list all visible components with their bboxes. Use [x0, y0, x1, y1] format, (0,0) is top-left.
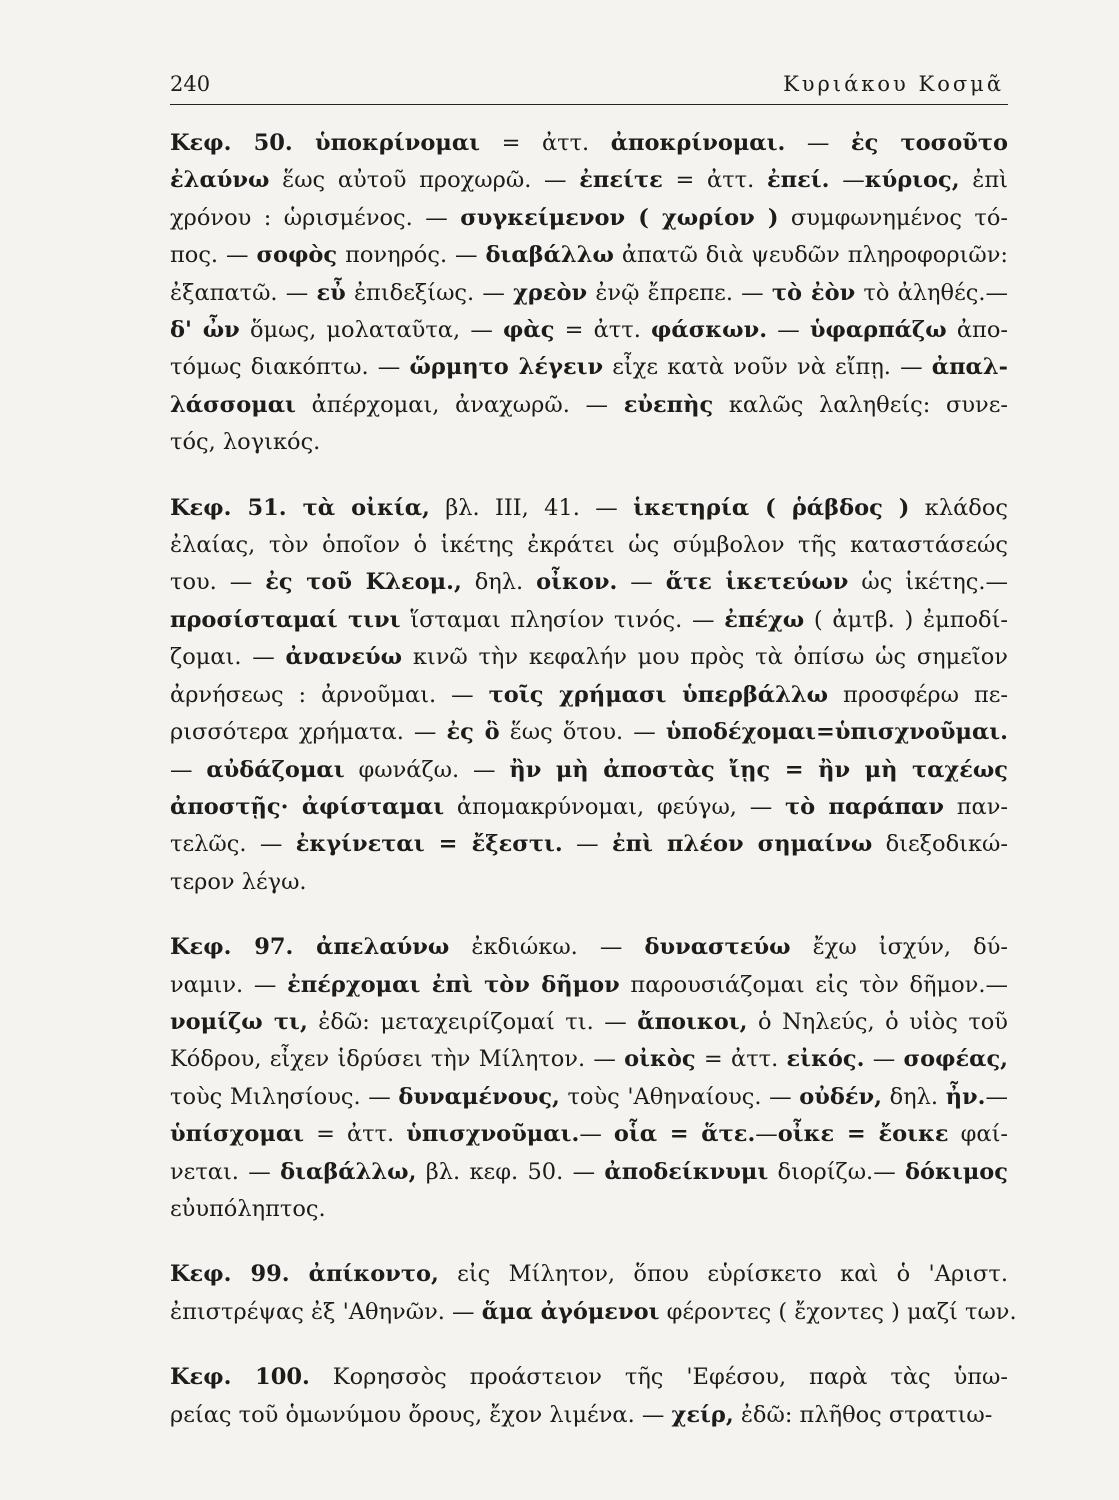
lemma-text: Κεφ. 100. — [170, 1364, 310, 1391]
gloss-text: ἕως ὅτου. — — [499, 719, 666, 746]
gloss-text: συμφωνημένος τό- — [778, 204, 1008, 231]
text-line — [170, 162, 1008, 199]
lemma-text: σοφέας, — [903, 1046, 1008, 1073]
gloss-text: τός, λογικός. — [170, 429, 321, 456]
gloss-text: παρουσιάζομαι εἰς τὸν δῆμον.— — [619, 971, 1009, 998]
gloss-text: ἔχω ἰσχύν, δύ- — [790, 934, 1008, 961]
lemma-text: συγκείμενον ( χωρίον ) — [460, 204, 779, 231]
lemma-text: εἰκός. — [786, 1046, 865, 1073]
gloss-text: ἀπέρχομαι, ἀναχωρῶ. — — [295, 391, 624, 418]
text-line — [170, 929, 1008, 966]
lemma-text: ἀποστῇς· ἀφίσταμαι — [170, 793, 445, 820]
gloss-text: του. — — [170, 569, 266, 596]
lemma-text: ἐς ὃ — [446, 719, 500, 746]
lemma-text: ἀποκρίνομαι. — [610, 130, 786, 156]
gloss-text: βλ. κεφ. 50. — — [416, 1158, 605, 1185]
gloss-text: ἐνῷ ἔπρεπε. — — [587, 279, 772, 306]
gloss-text: Κορησσὸς προάστειον τῆς 'Εφέσου, παρὰ τὰς ὑπω- — [309, 1364, 1009, 1391]
lemma-text: δυναστεύω — [644, 934, 791, 961]
lemma-text: ὑπισχνοῦμαι. — [406, 1121, 580, 1148]
gloss-text: — — [985, 1083, 1008, 1110]
gloss-text: — — [579, 1121, 614, 1148]
lemma-text: φὰς — [503, 317, 555, 344]
gloss-text: νεται. — — [170, 1158, 281, 1185]
gloss-text: χρόνου : ὡρισμένος. — — [170, 204, 461, 231]
lemma-text: φάσκων. — [651, 317, 768, 344]
text-line — [170, 1116, 1008, 1153]
gloss-text: φωνάζω. — — [344, 756, 510, 783]
gloss-text: = ἀττ. — [662, 167, 767, 194]
lemma-text: ἀπαλ- — [931, 354, 1008, 381]
gloss-text: πονηρός. — — [337, 242, 486, 269]
lemma-text: ἐπέχω — [724, 606, 805, 633]
text-line — [170, 424, 1008, 461]
gloss-text: βλ. III, 41. — — [429, 494, 634, 521]
lemma-text: νομίζω τι, — [170, 1008, 308, 1035]
paragraph-kef-99 — [170, 1256, 1017, 1331]
gloss-text: — — [617, 569, 666, 596]
gloss-text: ρισσότερα χρήματα. — — [170, 719, 447, 746]
lemma-text: κύριος, — [864, 167, 960, 194]
gloss-text: Κόδρου, εἶχεν ἱδρύσει τὴν Μίλητον. — — [170, 1046, 625, 1073]
lemma-text: ἐπεί. — [766, 167, 830, 194]
lemma-text: ἱκετηρία ( ῥάβδος ) — [633, 494, 910, 521]
gloss-text: ἐξαπατῶ. — — [170, 279, 317, 306]
lemma-text: δόκιμος — [905, 1158, 1008, 1185]
text-line — [170, 349, 1008, 386]
lemma-text: χείρ, — [671, 1401, 734, 1428]
gloss-text: ἀπατῶ διὰ ψευδῶν πληροφοριῶν: — [613, 242, 1008, 269]
lemma-text: Κεφ. 51. τὰ οἰκία, — [170, 494, 430, 521]
text-line — [170, 826, 1008, 863]
gloss-text: — — [767, 317, 810, 344]
lemma-text: προσίσταμαί τινι — [170, 606, 401, 633]
gloss-text: ἐλαίας, τὸν ὁποῖον ὁ ἱκέτης ἐκράτει ὡς σύμβολον τῆς καταστάσεώς — [170, 532, 1008, 559]
text-line — [170, 1004, 1008, 1041]
text-line — [170, 714, 1008, 751]
lemma-text: ὑποδέχομαι=ὑπισχνοῦμαι. — [665, 719, 1009, 746]
gloss-text: ἀπο- — [946, 317, 1008, 344]
gloss-text: — — [562, 831, 612, 858]
text-line — [170, 527, 1008, 564]
text-line — [170, 1191, 1008, 1228]
text-line — [170, 1359, 1008, 1396]
gloss-text: ἀρνήσεως : ἀρνοῦμαι. — — [170, 681, 489, 708]
lemma-text: δυναμένους, — [398, 1083, 560, 1110]
text-line — [170, 602, 1008, 639]
text-line — [170, 1397, 1008, 1434]
text-line — [170, 490, 1008, 527]
gloss-text: παν- — [943, 793, 1008, 820]
gloss-text: ( ἀμτβ. ) ἐμποδί- — [804, 606, 1009, 633]
text-line — [170, 752, 1008, 789]
gloss-text: κλάδος — [909, 494, 1008, 521]
lemma-text: ἐλαύνω — [170, 167, 270, 194]
gloss-text: — — [864, 1046, 904, 1073]
lemma-text: τὸ ἐὸν — [771, 279, 856, 306]
lemma-text: ἐπέρχομαι ἐπὶ τὸν δῆμον — [287, 971, 620, 998]
gloss-text: τοὺς Μιλησίους. — — [170, 1083, 399, 1110]
lemma-text: λάσσομαι — [170, 391, 296, 418]
gloss-text: ἐπὶ — [959, 167, 1008, 194]
text-line — [170, 789, 1008, 826]
gloss-text: ἕως αὐτοῦ προχωρῶ. — — [269, 167, 580, 194]
lemma-text: ὥρμητο λέγειν — [409, 354, 604, 381]
running-title: Κυριάκου Κοσμᾶ — [783, 72, 1004, 96]
gloss-text: τελῶς. — — [170, 831, 296, 858]
lemma-text: οἶκε = ἔοικε — [777, 1121, 949, 1148]
gloss-text: προσφέρω πε- — [828, 681, 1008, 708]
paragraph-kef-100 — [170, 1359, 1008, 1434]
gloss-text: ὅμως, μολαταῦτα, — — [239, 317, 504, 344]
gloss-text: διορίζω.— — [768, 1158, 906, 1185]
lemma-text: ἐπὶ πλέον σημαίνω — [611, 831, 873, 858]
lemma-text: εὐεπὴς — [623, 391, 714, 418]
text-line — [170, 1041, 1008, 1078]
lemma-text: ὑπίσχομαι — [170, 1121, 305, 1148]
lemma-text: χρεὸν — [513, 279, 588, 306]
gloss-text: = ἀττ. — [554, 317, 652, 344]
gloss-text: ρείας τοῦ ὁμωνύμου ὄρους, ἔχον λιμένα. — — [170, 1401, 672, 1428]
paragraph-kef-50 — [170, 125, 1008, 462]
gloss-text: τόμως διακόπτω. — — [170, 354, 410, 381]
text-line — [170, 639, 1008, 676]
text-line — [170, 237, 1008, 274]
gloss-text: = ἀττ. — [304, 1121, 407, 1148]
gloss-text: — — [785, 130, 851, 156]
text-line — [170, 387, 1008, 424]
lemma-text: Κεφ. 50. ὑποκρίνομαι — [170, 130, 481, 156]
text-line — [170, 967, 1008, 1004]
lemma-text: ἀνανεύω — [285, 644, 403, 671]
gloss-text: τοὺς 'Αθηναίους. — — [559, 1083, 800, 1110]
gloss-text: τὸ ἀληθές.— — [855, 279, 1008, 306]
gloss-text: δηλ. — [461, 569, 537, 596]
text-line — [170, 564, 1008, 601]
gloss-text: ἀπομακρύνομαι, φεύγω, — — [444, 793, 785, 820]
gloss-text: εἰς Μίλητον, ὅπου εὑρίσκετο καὶ ὁ 'Αριστ. — [438, 1261, 1008, 1288]
page-number: 240 — [170, 72, 211, 96]
text-line — [170, 275, 1008, 312]
gloss-text: φαί- — [948, 1121, 1008, 1148]
lemma-text: αὐδάζομαι — [206, 756, 345, 783]
lemma-text: εὖ — [316, 279, 346, 306]
gloss-text: ἐπιστρέψας ἐξ 'Αθηνῶν. — — [170, 1298, 482, 1325]
gloss-text: — — [170, 756, 207, 783]
lemma-text: σοφὸς — [256, 242, 338, 269]
page-content — [170, 125, 1017, 1462]
lemma-text: ἀποδείκνυμι — [604, 1158, 769, 1185]
gloss-text: εἶχε κατὰ νοῦν νὰ εἴπῃ. — — [603, 354, 932, 381]
lemma-text: ἄποικοι, — [637, 1008, 748, 1035]
lemma-text: ἅτε ἱκετεύων — [665, 569, 849, 596]
lemma-text: ἅμα ἀγόμενοι — [481, 1298, 660, 1325]
lemma-text: ἐπείτε — [579, 167, 663, 194]
gloss-text: πος. — — [170, 242, 257, 269]
lemma-text: ἐς τοσοῦτο — [850, 130, 1008, 156]
lemma-text: ὑφαρπάζω — [809, 317, 947, 344]
lemma-text: δ' ὦν — [170, 317, 240, 344]
gloss-text: ὁ Νηλεύς, ὁ υἱὸς τοῦ — [747, 1008, 1008, 1035]
lemma-text: Κεφ. 99. ἀπίκοντο, — [170, 1261, 439, 1288]
lemma-text: οἷα = ἅτε. — [613, 1121, 756, 1148]
text-line — [170, 1154, 1008, 1191]
lemma-text: τοῖς χρήμασι ὑπερβάλλω — [488, 681, 829, 708]
lemma-text: τὸ παράπαν — [784, 793, 944, 820]
text-line — [170, 1256, 1008, 1293]
gloss-text: ὡς ἱκέτης.— — [848, 569, 1008, 596]
text-line — [170, 1294, 1017, 1331]
text-line — [170, 200, 1008, 237]
gloss-text: διεξοδικώ- — [872, 831, 1008, 858]
gloss-text: καλῶς λαληθείς: συνε- — [713, 391, 1008, 418]
gloss-text: ἐδῶ: μεταχειρίζομαί τι. — — [307, 1008, 638, 1035]
gloss-text: — — [755, 1121, 778, 1148]
gloss-text: εὐυπόληπτος. — [170, 1195, 326, 1222]
gloss-text: κινῶ τὴν κεφαλήν μου πρὸς τὰ ὀπίσω ὡς σημεῖον — [402, 644, 1008, 671]
page-header — [170, 70, 1008, 105]
lemma-text: διαβάλλω, — [280, 1158, 417, 1185]
lemma-text: ἦν. — [945, 1083, 986, 1110]
text-line — [170, 125, 1008, 162]
lemma-text: οἶκον. — [536, 569, 618, 596]
gloss-text: ναμιν. — — [170, 971, 288, 998]
lemma-text: οὐδέν, — [799, 1083, 882, 1110]
text-line — [170, 864, 1008, 901]
gloss-text: = ἀττ. — [695, 1046, 787, 1073]
lemma-text: ἐκγίνεται = ἔξεστι. — [295, 831, 563, 858]
text-line — [170, 1079, 1008, 1116]
gloss-text: ἵσταμαι πλησίον τινός. — — [400, 606, 725, 633]
paragraph-kef-97 — [170, 929, 1008, 1228]
gloss-text: φέροντες ( ἔχοντες ) μαζί των. — [659, 1298, 1017, 1325]
gloss-text: — — [829, 167, 865, 194]
lemma-text: ἐς τοῦ Κλεομ., — [265, 569, 462, 596]
lemma-text: οἰκὸς — [624, 1046, 696, 1073]
gloss-text: = ἀττ. — [480, 130, 611, 156]
gloss-text: ἐδῶ: πλῆθος στρατιω- — [733, 1401, 993, 1428]
gloss-text: ἐκδιώκω. — — [449, 934, 645, 961]
text-line — [170, 312, 1008, 349]
gloss-text: ζομαι. — — [170, 644, 286, 671]
lemma-text: ἢν μὴ ἀποστὰς ἴῃς = ἢν μὴ ταχέως — [509, 756, 1009, 783]
text-line — [170, 677, 1008, 714]
paragraph-kef-51 — [170, 490, 1008, 901]
gloss-text: ἐπιδεξίως. — — [345, 279, 514, 306]
lemma-text: διαβάλλω — [485, 242, 614, 269]
lemma-text: Κεφ. 97. ἀπελαύνω — [170, 934, 450, 961]
gloss-text: δηλ. — [882, 1083, 946, 1110]
gloss-text: τερον λέγω. — [170, 868, 307, 895]
